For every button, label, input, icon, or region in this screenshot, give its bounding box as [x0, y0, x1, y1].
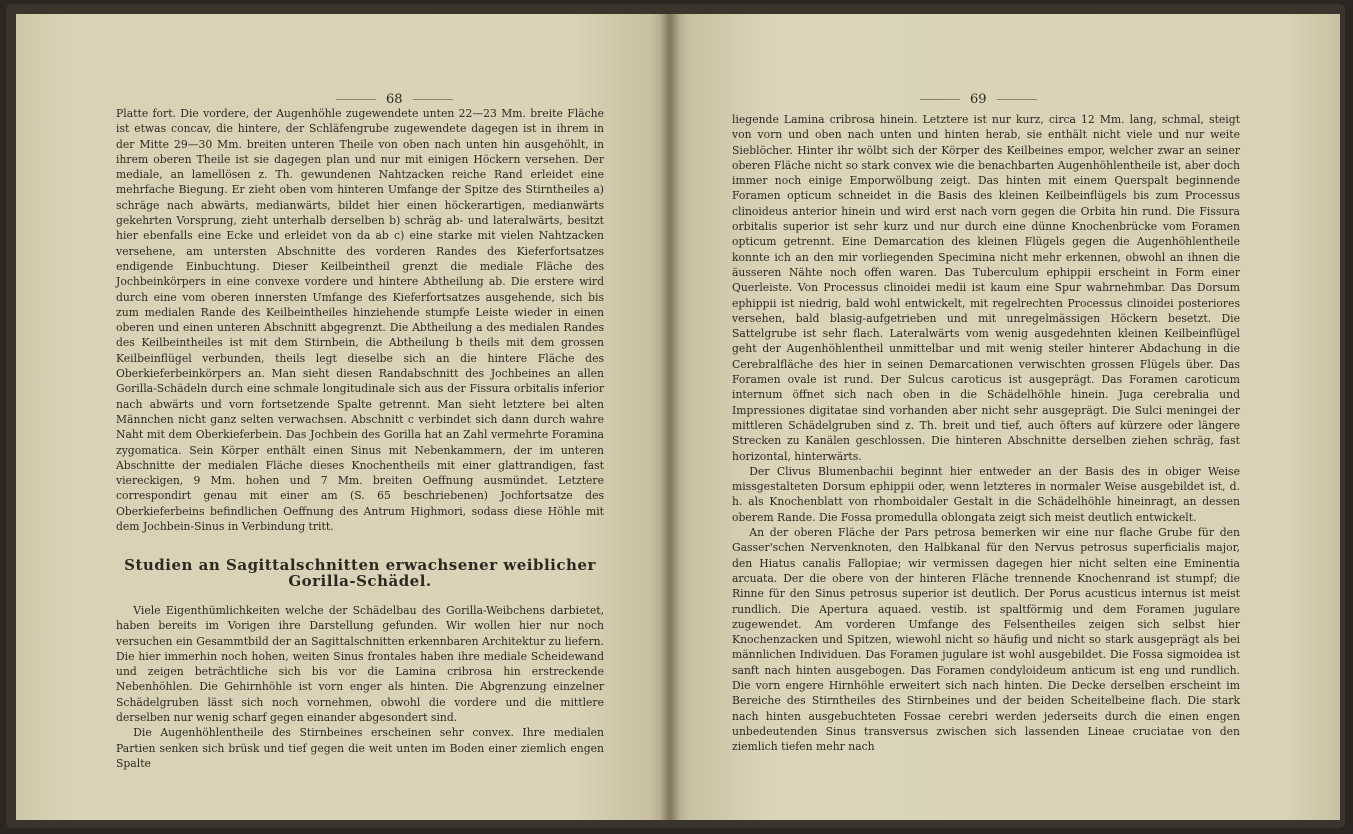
paragraph: Die Augenhöhlentheile des Stirnbeines erscheinen sehr convex. Ihre medialen Partien senken sich brüsk und tief gegen die weit unten im Boden einer ziemlich engen Spalte	[116, 726, 604, 770]
page-number: 68	[386, 92, 403, 107]
book-spread	[6, 4, 1345, 828]
page-number-left	[336, 92, 453, 107]
right-page	[670, 14, 1340, 820]
page-number: 69	[970, 92, 987, 107]
rule	[920, 99, 960, 100]
paragraph: An der oberen Fläche der Pars petrosa bemerken wir eine nur flache Grube für den Gasser'schen Nervenknoten, den Halbkanal für den Nervus petrosus superficialis major, den Hiatus canalis Fallopiae; wir vermissen dagegen hier nicht selten eine Eminentia arcuata. Der die obere von der hinteren Fläche trennende Knochenrand ist stumpf; die Rinne für den Sinus petrosus superior ist deutlich. Der Porus acusticus internus ist meist rundlich. Die Apertura aquaed. vestib. ist spaltförmig und dem Foramen jugulare zugewendet. Am vorderen Umfange des Felsentheiles zeigen sich selbst hier Knochenzacken und Spitzen, wiewohl nicht so häufig und nicht so stark ausgeprägt als bei männlichen Individuen. Das Foramen jugulare ist wohl ausgebildet. Die Fossa sigmoidea ist sanft nach hinten ausgebogen. Das Foramen condyloideum anticum ist eng und rundlich. Die vorn engere Hirnhöhle erweitert sich nach hinten. Die Decke derselben erscheint im Bereiche des Stirntheiles des Stirnbeines und der beiden Scheitelbeine flach. Die stark nach hinten ausgebuchteten Fossae cerebri werden jederseits durch die einen engen unbedeutenden Sinus transversus zwischen sich lassenden Lineae cruciatae von den ziemlich tiefen mehr nach	[732, 526, 1240, 754]
rule	[413, 99, 453, 100]
left-text-column	[116, 106, 604, 771]
paragraph: Platte fort. Die vordere, der Augenhöhle zugewendete unten 22—23 Mm. breite Fläche ist etwas concav, die hintere, der Schläfengrube zugewendete dagegen ist in ihrem in der Mitte 29—30 Mm. breiten unteren Theile von oben nach unten hin ausgehöhlt, in ihrem oberen Theile ist sie dagegen plan und nur mit einigen Höckern versehen. Der mediale, an lamellösen z. Th. gewundenen Nahtzacken reiche Rand erleidet eine mehrfache Biegung. Er zieht oben vom hinteren Umfange der Spitze des Stirntheiles a) schräge nach abwärts, medianwärts, bildet hier einen höckerartigen, medianwärts gekehrten Vorsprung, zieht unterhalb derselben b) schräg ab- und lateralwärts, besitzt hier ebenfalls eine Ecke und erleidet von da ab c) eine starke mit vielen Nahtzacken versehene, am untersten Abschnitte des vorderen Randes des Kieferfortsatzes endigende Einbuchtung. Dieser Keilbeintheil grenzt die mediale Fläche des Jochbeinkörpers in eine convexe vordere und hintere Abtheilung ab. Die erstere wird durch eine vom oberen innersten Umfange des Kieferfortsatzes ausgehende, sich bis zum medialen Rande des Keilbeintheiles hinziehende stumpfe Leiste wieder in einen oberen und einen unteren Abschnitt abgegrenzt. Die Abtheilung a des medialen Randes des Keilbeintheiles ist mit dem Stirnbein, die Abtheilung b theils mit dem grossen Keilbeinflügel verbunden, theils legt dieselbe sich an die hintere Fläche des Oberkieferbeinkörpers an. Man sieht diesen Randabschnitt des Jochbeines an allen Gorilla-Schädeln durch eine schmale longitudinale sich aus der Fissura orbitalis inferior nach abwärts und vorn fortsetzende Spalte getrennt. Man sieht letztere bei alten Männchen nicht ganz selten verwachsen. Abschnitt c verbindet sich dann durch wahre Naht mit dem Oberkieferbein. Das Jochbein des Gorilla hat an Zahl vermehrte Foramina zygomatica. Sein Körper enthält einen Sinus mit Nebenkammern, der im unteren Abschnitte der medialen Fläche dieses Knochentheils mit einer glattrandigen, fast viereckigen, 9 Mm. hohen und 7 Mm. breiten Oeffnung ausmündet. Letztere correspondirt genau mit einer am (S. 65 beschriebenen) Jochfortsatze des Oberkieferbeins befindlichen Oeffnung des Antrum Highmori, sodass diese Höhle mit dem Jochbein-Sinus in Verbindung tritt.	[116, 107, 604, 534]
rule	[997, 99, 1037, 100]
paragraph: Viele Eigenthümlichkeiten welche der Schädelbau des Gorilla-Weibchens darbietet, haben bereits im Vorigen ihre Darstellung gefunden. Wir wollen hier nur noch versuchen ein Gesammtbild der an Sagittalschnitten erkennbaren Architektur zu liefern. Die hier immerhin noch hohen, weiten Sinus frontales haben ihre mediale Scheidewand und zeigen beträchtliche sich bis vor die Lamina cribrosa hin erstreckende Nebenhöhlen. Die Gehirnhöhle ist vorn enger als hinten. Die Abgrenzung einzelner Schädelgruben lässt sich noch vornehmen, obwohl die vordere und die mittlere derselben nur wenig scharf gegen einander abgesondert sind.	[116, 603, 604, 724]
book-gutter	[660, 14, 680, 820]
paragraph: Der Clivus Blumenbachii beginnt hier entweder an der Basis des in obiger Weise missgestalteten Dorsum ephippii oder, wenn letzteres in normaler Weise ausgebildet ist, d. h. als Knochenblatt von rhomboidaler Gestalt in die Schädelhöhle hineinragt, an dessen oberem Rande. Die Fossa promedulla oblongata zeigt sich meist deutlich entwickelt.	[732, 464, 1240, 524]
section-heading: Studien an Sagittalschnitten erwachsener weiblicher Gorilla-Schädel.	[124, 556, 596, 590]
right-text-column	[732, 112, 1240, 754]
left-page	[16, 14, 670, 820]
rule	[336, 99, 376, 100]
paragraph: liegende Lamina cribrosa hinein. Letztere ist nur kurz, circa 12 Mm. lang, schmal, steigt von vorn und oben nach unten und hinten herab, sie enthält nicht viele und nur weite Sieblöcher. Hinter ihr wölbt sich der Körper des Keilbeines empor, welcher zwar an seiner oberen Fläche nicht so stark convex wie die benachbarten Augenhöhlentheile ist, aber doch immer noch einige Emporwölbung zeigt. Das hinten mit einem Querspalt beginnende Foramen opticum schneidet in die Basis des kleinen Keilbeinflügels bis zum Processus clinoideus anterior hinein und wird erst nach vorn gegen die Orbita hin rund. Die Fissura orbitalis superior ist sehr kurz und nur durch eine dünne Knochenbrücke vom Foramen opticum getrennt. Eine Demarcation des kleinen Flügels gegen die Augenhöhlentheile konnte ich an den mir vorliegenden Specimina nicht mehr erkennen, obwohl an ihnen die äusseren Nähte noch offen waren. Das Tuberculum ephippii erscheint in Form einer Querleiste. Von Processus clinoidei medii ist kaum eine Spur wahrnehmbar. Das Dorsum ephippii ist niedrig, bald wohl entwickelt, mit regelrechten Processus clinoidei posteriores versehen, bald blasig-aufgetrieben und mit unregelmässigen Höckern besetzt. Die Sattelgrube ist sehr flach. Lateralwärts vom wenig ausgedehnten kleinen Keilbeinflügel geht der Augenhöhlentheil unmittelbar und mit wenig steiler hinterer Abdachung in die Cerebralfläche des hier in seinen Demarcationen verwischten grossen Flügels über. Das Foramen ovale ist rund. Der Sulcus caroticus ist ausgeprägt. Das Foramen caroticum internum öffnet sich nach oben in die Schädelhöhle hinein. Juga cerebralia und Impressiones digitatae sind vorhanden aber nicht sehr ausgeprägt. Die Sulci meningei der mittleren Schädelgruben sind z. Th. breit und tief, auch öfters auf kürzere oder längere Strecken zu Kanälen geschlossen. Die hinteren Abschnitte derselben ziehen schräg, fast horizontal, hinterwärts.	[732, 113, 1240, 463]
page-number-right	[920, 92, 1037, 107]
